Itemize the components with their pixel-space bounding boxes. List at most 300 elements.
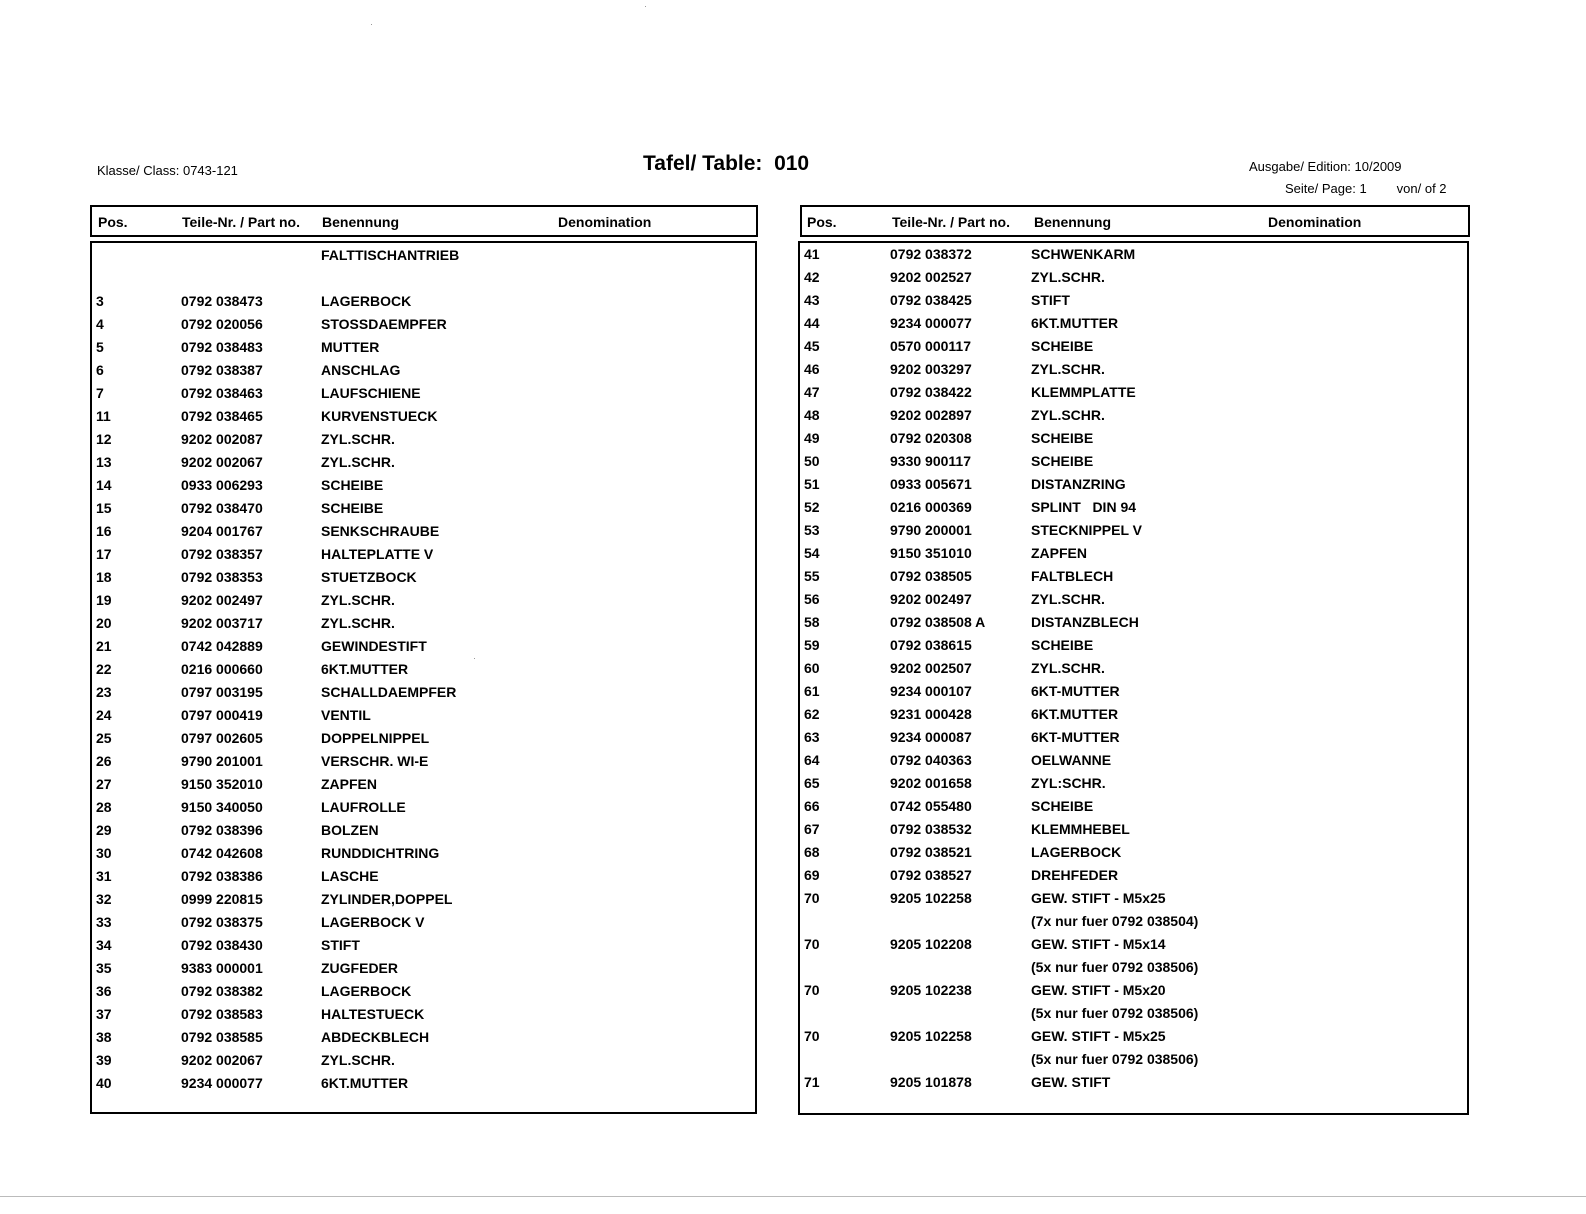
part-no-cell: 0792 038382 [181,983,263,999]
col-benennung: Benennung [322,214,399,230]
benennung-cell: SENKSCHRAUBE [321,523,440,539]
part-no-cell: 9231 000428 [890,706,972,722]
pos-cell: 56 [804,591,820,607]
part-no-cell: 9202 003717 [181,615,263,631]
benennung-cell: SCHEIBE [1031,430,1094,446]
benennung-cell: DOPPELNIPPEL [321,730,430,746]
pos-cell: 36 [96,983,112,999]
benennung-cell: ZAPFEN [1031,545,1087,561]
table-row [92,730,755,753]
pos-cell: 34 [96,937,112,953]
benennung-cell: LASCHE [321,868,379,884]
pos-cell: 11 [96,408,111,424]
pos-cell: 61 [804,683,820,699]
table-row [800,568,1467,591]
benennung-cell: ZYL.SCHR. [1031,591,1105,607]
part-no-cell: 9202 003297 [890,361,972,377]
benennung-cell: KURVENSTUECK [321,408,438,424]
pos-cell: 13 [96,454,112,470]
pos-cell: 6 [96,362,104,378]
col-denomination: Denomination [558,214,652,230]
benennung-cell: (5x nur fuer 0792 038506) [1031,1051,1199,1067]
benennung-cell: SPLINT DIN 94 [1031,499,1137,515]
pos-cell: 7 [96,385,104,401]
table-row [92,684,755,707]
part-no-cell: 9202 002497 [181,592,263,608]
scan-speck [645,6,646,7]
part-no-cell: 0792 038615 [890,637,972,653]
benennung-cell: ANSCHLAG [321,362,401,378]
benennung-cell: ZYL.SCHR. [1031,269,1105,285]
table-row [800,913,1467,936]
part-no-cell: 9150 351010 [890,545,972,561]
pos-cell: 3 [96,293,104,309]
pos-cell: 71 [804,1074,820,1090]
pos-cell: 20 [96,615,112,631]
left-column-header [90,205,758,237]
table-row [92,960,755,983]
pos-cell: 19 [96,592,112,608]
pos-cell: 58 [804,614,820,630]
benennung-cell: KLEMMHEBEL [1031,821,1130,837]
benennung-cell: 6KT.MUTTER [1031,706,1119,722]
benennung-cell: STIFT [1031,292,1070,308]
benennung-cell: MUTTER [321,339,380,355]
part-no-cell: 0792 038372 [890,246,972,262]
pos-cell: 59 [804,637,820,653]
table-row [92,891,755,914]
benennung-cell: LAUFSCHIENE [321,385,421,401]
part-no-cell: 0792 038387 [181,362,263,378]
benennung-cell: 6KT.MUTTER [321,1075,409,1091]
benennung-cell: ZYLINDER,DOPPEL [321,891,453,907]
table-row [800,775,1467,798]
part-no-cell: 9205 102258 [890,890,972,906]
table-row [800,844,1467,867]
pos-cell: 24 [96,707,112,723]
table-row [92,592,755,615]
part-no-cell: 0797 002605 [181,730,263,746]
benennung-cell: GEW. STIFT - M5x14 [1031,936,1166,952]
pos-cell: 63 [804,729,820,745]
part-no-cell: 9150 352010 [181,776,263,792]
table-row [92,431,755,454]
table-row [800,706,1467,729]
pos-cell: 60 [804,660,820,676]
pos-cell: 29 [96,822,112,838]
table-row [92,316,755,339]
scan-speck [371,24,372,25]
part-no-cell: 0216 000369 [890,499,972,515]
col-part-no: Teile-Nr. / Part no. [182,214,300,230]
col-pos: Pos. [98,214,128,230]
table-row [800,637,1467,660]
table-row [800,683,1467,706]
part-no-cell: 9234 000077 [890,315,972,331]
table-row [92,753,755,776]
part-no-cell: 0742 042889 [181,638,263,654]
benennung-cell: 6KT.MUTTER [321,661,409,677]
table-row [92,454,755,477]
part-no-cell: 0933 005671 [890,476,972,492]
table-row [92,914,755,937]
pos-cell: 69 [804,867,820,883]
benennung-cell: RUNDDICHTRING [321,845,440,861]
pos-cell: 40 [96,1075,112,1091]
benennung-cell: KLEMMPLATTE [1031,384,1136,400]
benennung-cell: ZYL.SCHR. [321,431,395,447]
pos-cell: 55 [804,568,820,584]
table-row [92,500,755,523]
part-no-cell: 9790 201001 [181,753,263,769]
part-no-cell: 0792 038463 [181,385,263,401]
benennung-cell: ZYL.SCHR. [321,454,395,470]
pos-cell: 52 [804,499,820,515]
table-row [800,522,1467,545]
pos-cell: 15 [96,500,112,516]
table-row [800,982,1467,1005]
pos-cell: 47 [804,384,820,400]
benennung-cell: VERSCHR. WI-E [321,753,429,769]
pos-cell: 64 [804,752,820,768]
table-row [800,729,1467,752]
benennung-cell: DISTANZBLECH [1031,614,1139,630]
benennung-cell: DREHFEDER [1031,867,1119,883]
pos-cell: 17 [96,546,112,562]
table-row [92,1052,755,1075]
pos-cell: 44 [804,315,820,331]
benennung-cell: SCHWENKARM [1031,246,1136,262]
table-row [800,614,1467,637]
edition-label: Ausgabe/ Edition: 10/2009 [1249,159,1402,174]
benennung-cell: HALTESTUECK [321,1006,425,1022]
table-row [92,546,755,569]
pos-cell: 68 [804,844,820,860]
benennung-cell: (7x nur fuer 0792 038504) [1031,913,1199,929]
part-no-cell: 9202 002497 [890,591,972,607]
part-no-cell: 0742 042608 [181,845,263,861]
col-benennung: Benennung [1034,214,1111,230]
table-row [92,477,755,500]
part-no-cell: 0792 038470 [181,500,263,516]
table-row [800,660,1467,683]
benennung-cell: SCHEIBE [321,477,384,493]
page-total: von/ of 2 [1396,181,1447,196]
pos-cell: 48 [804,407,820,423]
part-no-cell: 0216 000660 [181,661,263,677]
benennung-cell: DISTANZRING [1031,476,1126,492]
table-row [800,1028,1467,1051]
pos-cell: 12 [96,431,112,447]
part-no-cell: 0570 000117 [890,338,971,354]
table-row [800,269,1467,292]
part-no-cell: 0792 020308 [890,430,972,446]
table-row [92,408,755,431]
table-row [800,867,1467,890]
part-no-cell: 0792 038422 [890,384,972,400]
pos-cell: 18 [96,569,112,585]
pos-cell: 70 [804,982,820,998]
benennung-cell: ZYL.SCHR. [1031,361,1105,377]
pos-cell: 32 [96,891,112,907]
page-number: Seite/ Page: 1 [1285,181,1367,196]
benennung-cell: LAGERBOCK V [321,914,425,930]
left-parts-table [90,241,757,1114]
table-row [800,292,1467,315]
benennung-cell: OELWANNE [1031,752,1112,768]
pos-cell: 62 [804,706,820,722]
pos-cell: 31 [96,868,112,884]
part-no-cell: 9202 002527 [890,269,972,285]
table-row [92,362,755,385]
part-no-cell: 0792 020056 [181,316,263,332]
benennung-cell: HALTEPLATTE V [321,546,434,562]
benennung-cell: GEWINDESTIFT [321,638,427,654]
part-no-cell: 0792 040363 [890,752,972,768]
pos-cell: 39 [96,1052,112,1068]
table-row [800,1074,1467,1097]
benennung-cell: ZYL.SCHR. [321,615,395,631]
part-no-cell: 0797 000419 [181,707,263,723]
table-row [92,983,755,1006]
table-row [92,247,755,270]
pos-cell: 38 [96,1029,112,1045]
part-no-cell: 0792 038583 [181,1006,263,1022]
benennung-cell: FALTBLECH [1031,568,1114,584]
table-row [800,338,1467,361]
benennung-cell: SCHALLDAEMPFER [321,684,457,700]
benennung-cell: ZUGFEDER [321,960,398,976]
pos-cell: 16 [96,523,112,539]
pos-cell: 50 [804,453,820,469]
table-row [92,707,755,730]
benennung-cell: VENTIL [321,707,371,723]
pos-cell: 5 [96,339,104,355]
benennung-cell: ZYL.SCHR. [1031,660,1105,676]
table-row [92,385,755,408]
part-no-cell: 9234 000107 [890,683,972,699]
benennung-cell: FALTTISCHANTRIEB [321,247,460,263]
pos-cell: 66 [804,798,820,814]
table-row [800,1051,1467,1074]
benennung-cell: (5x nur fuer 0792 038506) [1031,1005,1199,1021]
pos-cell: 35 [96,960,112,976]
part-no-cell: 9234 000077 [181,1075,263,1091]
table-row [800,890,1467,913]
part-no-cell: 0792 038375 [181,914,263,930]
pos-cell: 54 [804,545,820,561]
part-no-cell: 0792 038483 [181,339,263,355]
benennung-cell: STUETZBOCK [321,569,417,585]
table-row [800,499,1467,522]
benennung-cell: LAGERBOCK [1031,844,1122,860]
benennung-cell: SCHEIBE [1031,338,1094,354]
pos-cell: 67 [804,821,820,837]
part-no-cell: 9202 001658 [890,775,972,791]
part-no-cell: 0792 038465 [181,408,263,424]
table-row [92,868,755,891]
table-row [92,293,755,316]
part-no-cell: 9202 002507 [890,660,972,676]
pos-cell: 43 [804,292,820,308]
pos-cell: 42 [804,269,820,285]
pos-cell: 70 [804,890,820,906]
part-no-cell: 9202 002087 [181,431,263,447]
table-row [92,799,755,822]
table-row [92,661,755,684]
benennung-cell: ZYL:SCHR. [1031,775,1106,791]
table-row [800,453,1467,476]
pos-cell: 51 [804,476,820,492]
part-no-cell: 0933 006293 [181,477,263,493]
benennung-cell: GEW. STIFT - M5x20 [1031,982,1166,998]
pos-cell: 49 [804,430,820,446]
part-no-cell: 0792 038521 [890,844,972,860]
pos-cell: 25 [96,730,112,746]
table-row [800,545,1467,568]
pos-cell: 70 [804,936,820,952]
table-row [92,1006,755,1029]
table-row [800,591,1467,614]
table-row [800,361,1467,384]
benennung-cell: SCHEIBE [321,500,384,516]
table-row [92,270,755,293]
benennung-cell: SCHEIBE [1031,798,1094,814]
table-row [800,1005,1467,1028]
part-no-cell: 9202 002067 [181,1052,263,1068]
part-no-cell: 0792 038532 [890,821,972,837]
table-row [800,246,1467,269]
benennung-cell: ZYL.SCHR. [321,592,395,608]
right-parts-table [798,241,1469,1115]
benennung-cell: (5x nur fuer 0792 038506) [1031,959,1199,975]
pos-cell: 14 [96,477,112,493]
part-no-cell: 0792 038396 [181,822,263,838]
benennung-cell: LAGERBOCK [321,293,412,309]
table-row [92,638,755,661]
part-no-cell: 0792 038585 [181,1029,263,1045]
table-title: Tafel/ Table: 010 [643,152,810,175]
pos-cell: 28 [96,799,112,815]
part-no-cell: 0792 038430 [181,937,263,953]
part-no-cell: 9204 001767 [181,523,263,539]
pos-cell: 27 [96,776,112,792]
part-no-cell: 0792 038425 [890,292,972,308]
pos-cell: 22 [96,661,112,677]
benennung-cell: SCHEIBE [1031,453,1094,469]
table-row [800,936,1467,959]
part-no-cell: 0792 038505 [890,568,972,584]
part-no-cell: 0792 038357 [181,546,263,562]
right-column-header [800,205,1470,237]
pos-cell: 33 [96,914,112,930]
part-no-cell: 0742 055480 [890,798,972,814]
part-no-cell: 9150 340050 [181,799,263,815]
part-no-cell: 0792 038527 [890,867,972,883]
table-row [92,1075,755,1098]
part-no-cell: 0792 038386 [181,868,263,884]
benennung-cell: ABDECKBLECH [321,1029,430,1045]
table-row [92,845,755,868]
table-row [92,615,755,638]
part-no-cell: 9205 102238 [890,982,972,998]
benennung-cell: STOSSDAEMPFER [321,316,447,332]
pos-cell: 21 [96,638,112,654]
table-row [92,776,755,799]
pos-cell: 26 [96,753,112,769]
part-no-cell: 0792 038508 A [890,614,986,630]
part-no-cell: 0792 038473 [181,293,263,309]
table-row [800,959,1467,982]
table-row [92,523,755,546]
benennung-cell: LAGERBOCK [321,983,412,999]
table-row [800,384,1467,407]
benennung-cell: ZAPFEN [321,776,377,792]
table-row [800,407,1467,430]
part-no-cell: 9202 002897 [890,407,972,423]
pos-cell: 30 [96,845,112,861]
pos-cell: 37 [96,1006,112,1022]
col-part-no: Teile-Nr. / Part no. [892,214,1010,230]
table-row [92,1029,755,1052]
pos-cell: 65 [804,775,820,791]
pos-cell: 70 [804,1028,820,1044]
col-denomination: Denomination [1268,214,1362,230]
pos-cell: 53 [804,522,820,538]
benennung-cell: 6KT-MUTTER [1031,683,1120,699]
benennung-cell: LAUFROLLE [321,799,406,815]
part-no-cell: 9790 200001 [890,522,972,538]
part-no-cell: 9205 102208 [890,936,972,952]
table-row [800,821,1467,844]
part-no-cell: 0792 038353 [181,569,263,585]
table-row [92,937,755,960]
part-no-cell: 9383 000001 [181,960,263,976]
table-row [800,430,1467,453]
benennung-cell: GEW. STIFT [1031,1074,1111,1090]
scan-speck [474,658,475,659]
part-no-cell: 9205 101878 [890,1074,972,1090]
part-no-cell: 9234 000087 [890,729,972,745]
table-row [800,476,1467,499]
benennung-cell: STECKNIPPEL V [1031,522,1142,538]
scan-edge-line [0,1196,1586,1197]
benennung-cell: ZYL.SCHR. [321,1052,395,1068]
pos-cell: 41 [804,246,820,262]
part-no-cell: 0999 220815 [181,891,263,907]
benennung-cell: STIFT [321,937,360,953]
pos-cell: 4 [96,316,104,332]
table-row [800,752,1467,775]
benennung-cell: BOLZEN [321,822,379,838]
benennung-cell: 6KT.MUTTER [1031,315,1119,331]
pos-cell: 45 [804,338,820,354]
benennung-cell: GEW. STIFT - M5x25 [1031,890,1166,906]
pos-cell: 23 [96,684,112,700]
part-no-cell: 9202 002067 [181,454,263,470]
benennung-cell: 6KT-MUTTER [1031,729,1120,745]
table-row [800,315,1467,338]
class-label: Klasse/ Class: 0743-121 [97,163,238,178]
benennung-cell: SCHEIBE [1031,637,1094,653]
part-no-cell: 9205 102258 [890,1028,972,1044]
page-indicator [1285,181,1447,196]
table-row [92,569,755,592]
benennung-cell: ZYL.SCHR. [1031,407,1105,423]
part-no-cell: 0797 003195 [181,684,263,700]
table-row [92,339,755,362]
part-no-cell: 9330 900117 [890,453,971,469]
